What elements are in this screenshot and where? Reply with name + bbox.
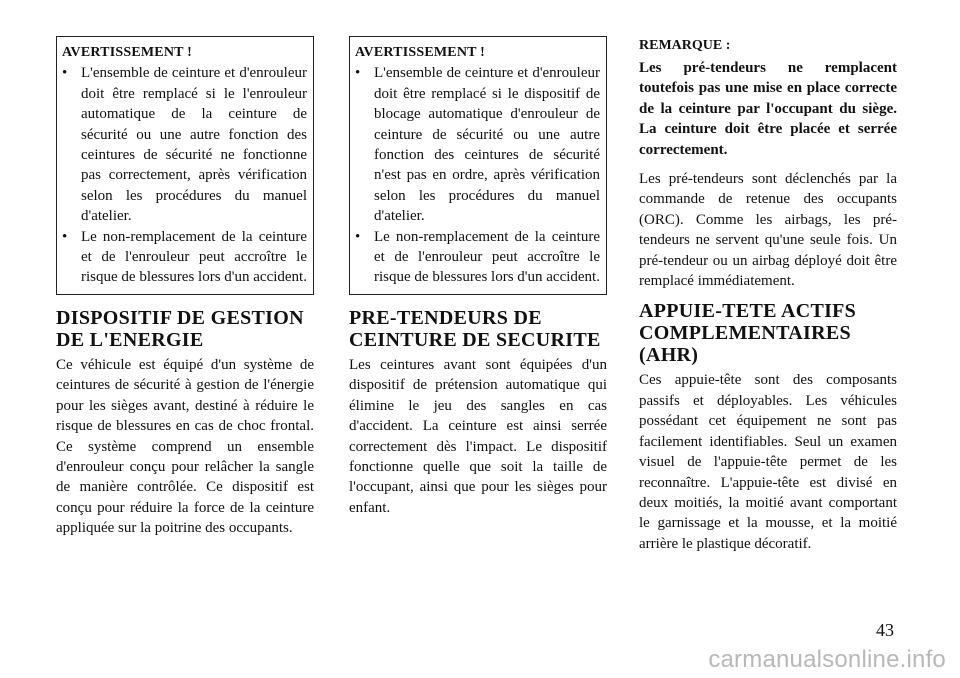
warning-item: • L'ensemble de ceinture et d'enrouleur doit être remplacé si le l'enrouleur automatique de la ceinture de sécurité ou une autre fonction des ceintures de sécurité ne fonctionne pas correctement, après vérification selon les procédures du manuel d'atelier. — [62, 63, 307, 226]
note-bold-paragraph: Les pré-tendeurs ne remplacent toutefois pas une mise en place correcte de la ceinture par l'occupant du siège. La ceinture doit être placée et serrée correctement. — [639, 60, 897, 158]
body-paragraph: Les ceintures avant sont équipées d'un dispositif de prétension automatique qui élimine le jeu des sangles en cas d'accident. La ceinture est ainsi serrée correctement dès l'impact. Le dispositif fonctionne quelle que soit la taille de l'occupant, ainsi que pour les sièges pour enfant. — [349, 356, 607, 516]
section-heading: PRE-TENDEURS DE CEINTURE DE SECURITE — [349, 306, 601, 351]
warning-box — [349, 36, 607, 295]
warning-list — [62, 63, 307, 287]
warning-item: • L'ensemble de ceinture et d'enrouleur doit être remplacé si le dispositif de blocage automatique d'enrouleur de ceinture de sécurité ou une autre fonction des ceintures de sécurité n'est pas en ordre, après vérification selon les procédures du manuel d'atelier. — [355, 63, 600, 226]
note-paragraph: Les pré-tendeurs sont déclenchés par la commande de retenue des occupants (ORC). Comme les airbags, les pré-tendeurs ne servent qu'une seule fois. Un pré-tendeur ou un airbag déployé doit être remplacé immédiatement. — [639, 171, 897, 290]
watermark-text: carmanualsonline.info — [708, 646, 946, 673]
warning-box — [56, 36, 314, 295]
column-middle — [349, 36, 607, 527]
warning-list — [355, 63, 600, 287]
page-number: 43 — [876, 620, 894, 640]
warning-item: • Le non-remplacement de la ceinture et de l'enrouleur peut accroître le risque de blessures lors d'un accident. — [62, 227, 307, 288]
body-paragraph: Ce véhicule est équipé d'un système de ceintures de sécurité à gestion de l'énergie pour les sièges avant, destiné à réduire le risque de blessures en cas de choc frontal. Ce système comprend un ensemble d'enrouleur conçu pour relâcher la sangle de manière contrôlée. Ce dispositif est conçu pour réduire la force de la ceinture appliquée sur la poitrine des occupants. — [56, 356, 314, 537]
warning-title: AVERTISSEMENT ! — [62, 45, 192, 60]
note-title: REMARQUE : — [639, 38, 731, 53]
section-heading: APPUIE-TETE ACTIFS COMPLEMENTAIRES (AHR) — [639, 300, 857, 367]
section-heading: DISPOSITIF DE GESTION DE L'ENERGIE — [56, 306, 304, 351]
warning-item: • Le non-remplacement de la ceinture et de l'enrouleur peut accroître le risque de blessures lors d'un accident. — [355, 227, 600, 288]
body-paragraph: Ces appuie-tête sont des composants passifs et déployables. Les véhicules possédant cet équipement ne sont pas facilement identifiables. Seul un examen visuel de l'appuie-tête permet de les reconnaître. L'appuie-tête est divisé en deux moitiés, la moitié avant comportant le garnissage et la mousse, et la moitié arrière le plastique décoratif. — [639, 372, 897, 552]
column-right — [639, 36, 897, 563]
warning-title: AVERTISSEMENT ! — [355, 45, 485, 60]
column-left — [56, 36, 314, 548]
